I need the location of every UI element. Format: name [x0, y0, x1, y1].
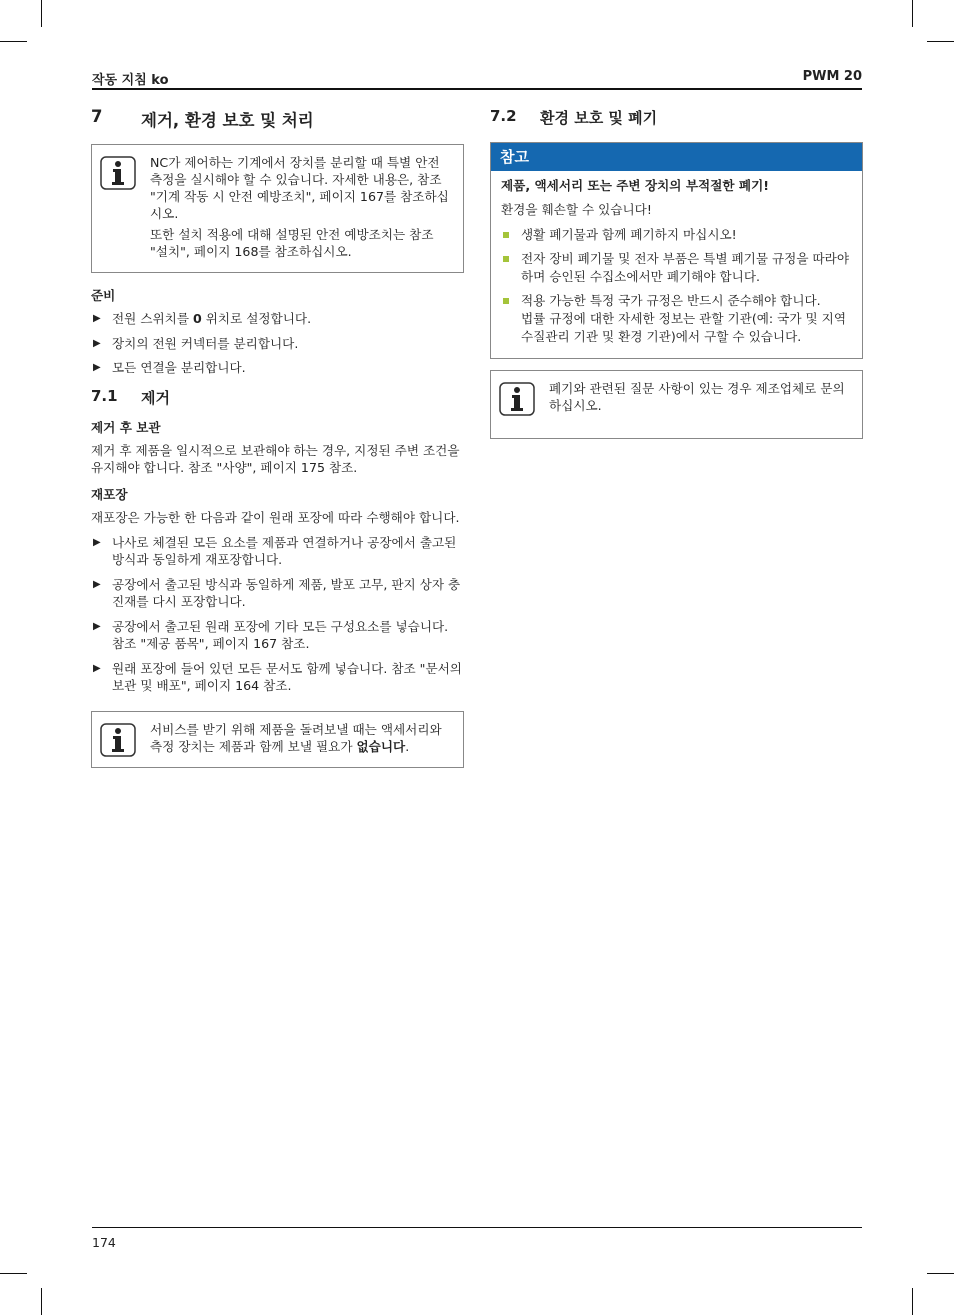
- list-item: [91, 359, 464, 377]
- section-7-2-heading: [490, 107, 863, 128]
- crop-mark: [912, 1288, 913, 1315]
- notice-item-text: 생활 폐기물과 함께 폐기하지 마십시오!: [521, 227, 737, 242]
- prep-heading: 준비: [91, 288, 116, 303]
- notice-item-extra: 법률 규정에 대한 자세한 정보는 관할 기관(예: 국가 및 지역 수질관리 기관 및 환경 기관)에서 구할 수 있습니다.: [521, 311, 846, 344]
- repack-steps: [91, 534, 464, 695]
- step-text: 장치의 전원 커넥터를 분리합니다.: [112, 335, 299, 351]
- storage-text: 제거 후 제품을 일시적으로 보관해야 하는 경우, 지정된 주변 조건을 유지해야 합니다. 참조 "사양", 페이지 175 참조.: [91, 442, 460, 475]
- square-bullet-icon: [503, 256, 509, 262]
- triangle-right-icon: ▶: [93, 536, 101, 548]
- step-text: 공장에서 출고된 방식과 동일하게 제품, 발포 고무, 판지 상자 충진재를 다시 포장합니다.: [112, 576, 461, 609]
- info-text: 또한 설치 적용에 대해 설명된 안전 예방조치는 참조 "설치", 페이지 168를 참조하십시오.: [150, 227, 434, 259]
- section-number: 7.2: [490, 107, 517, 125]
- step-text-bold: 0: [193, 311, 202, 326]
- notice-heading: 참고: [491, 143, 862, 171]
- step-text: 전원 스위치를: [112, 311, 193, 326]
- notice-item-text: 적용 가능한 특정 국가 규정은 반드시 준수해야 합니다.: [521, 293, 821, 308]
- list-item: [91, 660, 464, 695]
- footer-rule: [92, 1227, 862, 1228]
- section-7-heading: [91, 107, 464, 131]
- crop-mark: [0, 1273, 27, 1274]
- crop-mark: [927, 1273, 954, 1274]
- crop-mark: [927, 41, 954, 42]
- notice-list: [501, 226, 852, 346]
- info-text: [150, 721, 451, 755]
- section-title: 제거, 환경 보호 및 처리: [141, 111, 314, 130]
- prep-steps: [91, 310, 464, 377]
- list-item: [91, 534, 464, 569]
- info-text-part: 서비스를 받기 위해 제품을 돌려보낼 때는 액세서리와 측정 장치는 제품과 함께 보낼 필요가: [150, 721, 442, 754]
- info-text-bold: 없습니다: [356, 738, 406, 754]
- triangle-right-icon: ▶: [93, 313, 101, 324]
- triangle-right-icon: ▶: [93, 620, 101, 632]
- section-number: 7.1: [91, 386, 118, 405]
- step-text: 위치로 설정합니다.: [201, 311, 312, 326]
- storage-heading: 제거 후 보관: [91, 419, 161, 435]
- repack-heading: 재포장: [91, 486, 128, 502]
- step-text: 공장에서 출고된 원래 포장에 기타 모든 구성요소를 넣습니다. 참조 "제공 품목", 페이지 167 참조.: [112, 618, 449, 651]
- info-box-return: [91, 711, 464, 768]
- triangle-right-icon: ▶: [93, 662, 101, 674]
- header-doc-title: 작동 지침 ko: [92, 73, 169, 88]
- list-item: [501, 292, 852, 346]
- crop-mark: [0, 41, 27, 42]
- list-item: [91, 310, 464, 328]
- step-text: 원래 포장에 들어 있던 모든 문서도 함께 넣습니다. 참조 "문서의 보관 및 배포", 페이지 164 참조.: [112, 660, 462, 693]
- page-number: 174: [92, 1235, 116, 1250]
- square-bullet-icon: [503, 232, 509, 238]
- info-text-part: .: [405, 738, 410, 754]
- repack-text: 재포장은 가능한 한 다음과 같이 원래 포장에 따라 수행해야 합니다.: [91, 509, 460, 525]
- square-bullet-icon: [503, 298, 509, 304]
- list-item: [91, 335, 464, 353]
- info-icon: [100, 156, 136, 190]
- crop-mark: [41, 0, 42, 27]
- header-rule: [92, 88, 862, 90]
- info-text: NC가 제어하는 기계에서 장치를 분리할 때 특별 안전 측정을 실시해야 할 수 있습니다. 자세한 내용은, 참조 "기계 작동 시 안전 예방조치", 페이지 167를 참조하십시오.: [150, 155, 449, 221]
- notice-warning: 제품, 액세서리 또는 주변 장치의 부적절한 폐기!: [501, 178, 769, 193]
- info-text: 폐기와 관련된 질문 사항이 있는 경우 제조업체로 문의하십시오.: [549, 381, 845, 413]
- list-item: [501, 226, 852, 244]
- list-item: [91, 576, 464, 611]
- section-title: 제거: [141, 388, 170, 407]
- info-box-safety: [91, 144, 464, 273]
- section-title: 환경 보호 및 폐기: [540, 109, 658, 127]
- section-7-1-heading: [91, 387, 464, 408]
- section-number: 7: [91, 107, 103, 126]
- info-icon: [100, 723, 136, 757]
- crop-mark: [912, 0, 913, 27]
- notice-item-text: 전자 장비 폐기물 및 전자 부품은 특별 폐기물 규정을 따라야 하며 승인된 수집소에서만 폐기해야 합니다.: [521, 251, 850, 284]
- triangle-right-icon: ▶: [93, 362, 101, 373]
- triangle-right-icon: ▶: [93, 578, 101, 590]
- header-product: PWM 20: [802, 69, 862, 84]
- step-text: 모든 연결을 분리합니다.: [112, 360, 246, 375]
- step-text: 나사로 체결된 모든 요소를 제품과 연결하거나 공장에서 출고된 방식과 동일하게 재포장합니다.: [112, 534, 457, 567]
- info-icon: [499, 382, 535, 416]
- triangle-right-icon: ▶: [93, 337, 101, 349]
- right-column: [490, 104, 863, 451]
- notice-consequence: 환경을 훼손할 수 있습니다!: [501, 201, 652, 217]
- left-column: [91, 104, 464, 780]
- info-box-disposal: [490, 370, 863, 439]
- list-item: [91, 618, 464, 653]
- list-item: [501, 250, 852, 286]
- crop-mark: [41, 1288, 42, 1315]
- notice-box: [490, 142, 863, 359]
